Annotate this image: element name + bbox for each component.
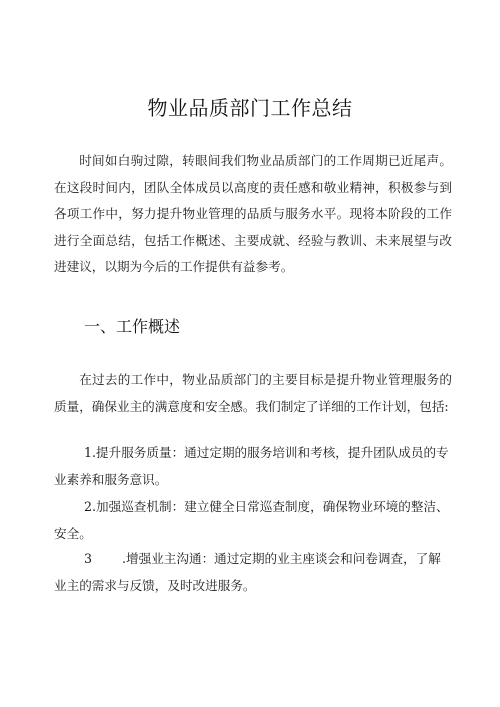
- section-heading-overview: 一、工作概述: [84, 317, 181, 336]
- list-item: [54, 440, 452, 493]
- list-item-number: 2: [84, 499, 93, 514]
- list-item-text: .提升服务质量：通过定期的服务培训和考核，提升团队成员的专业素养和服务意识。: [54, 445, 449, 487]
- intro-paragraph: 时间如白驹过隙，转眼间我们物业品质部门的工作周期已近尾声。在这段时间内，团队全体成员以高度的责任感和敬业精神，积极参与到各项工作中，努力提升物业管理的品质与服务水平。现将本阶段的工作进行全面总结，包括工作概述、主要成就、经验与教训、未来展望与改进建议，以期为今后的工作提供有益参考。: [54, 153, 452, 275]
- list-item-text: .加强巡查机制：建立健全日常巡查制度，确保物业环境的整洁、安全。: [54, 499, 449, 541]
- overview-paragraph: 在过去的工作中，物业品质部门的主要目标是提升物业管理服务的质量，确保业主的满意度和安全感。我们制定了详细的工作计划，包括:: [54, 372, 452, 414]
- list-item-text: .增强业主沟通：通过定期的业主座谈会和问卷调查，了解业主的需求与反馈，及时改进服务。: [54, 551, 441, 593]
- list-item-number: 1: [84, 445, 93, 460]
- list-item: [54, 494, 452, 547]
- list-item: [54, 546, 452, 599]
- document-title: 物业品质部门工作总结: [147, 96, 353, 120]
- list-item-number: 3: [84, 551, 93, 566]
